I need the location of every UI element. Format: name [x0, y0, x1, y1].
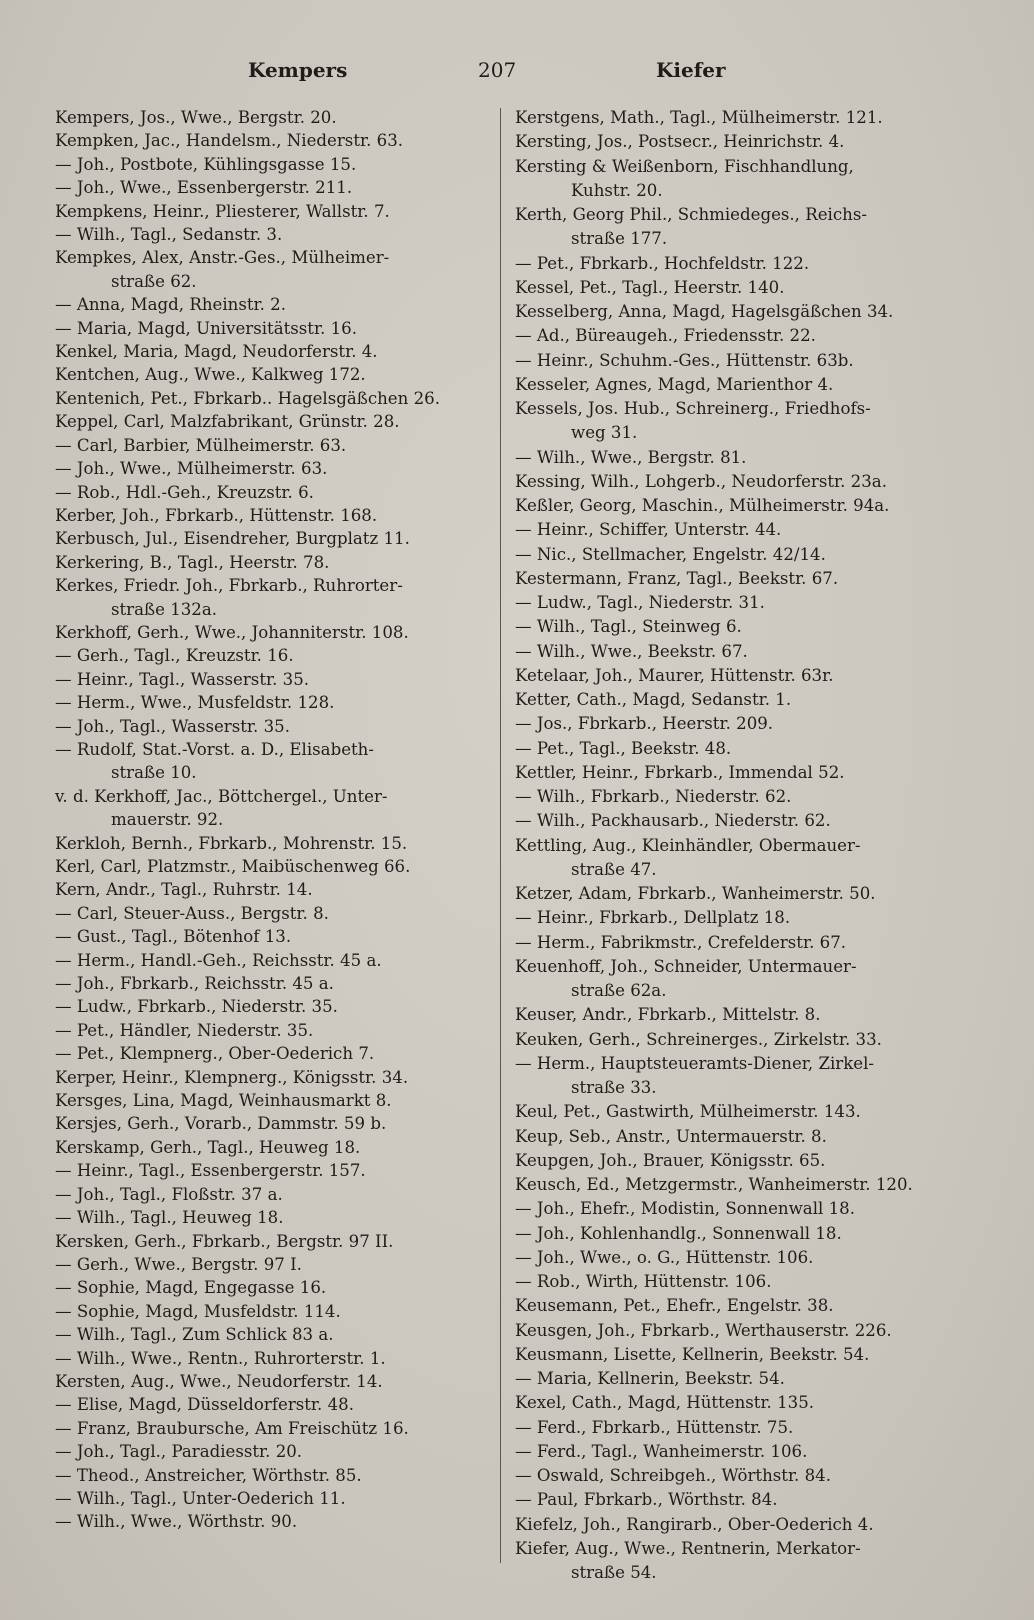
- directory-entry: [55, 527, 485, 550]
- entry-text: Kerskamp, Gerh., Tagl., Heuweg 18.: [55, 1137, 361, 1157]
- entry-text: — Pet., Händler, Niederstr. 35.: [55, 1020, 314, 1040]
- entry-text: — Pet., Fbrkarb., Hochfeldstr. 122.: [515, 253, 810, 273]
- entry-continuation: mauerstr. 92.: [111, 810, 224, 830]
- entry-text: — Joh., Ehefr., Modistin, Sonnenwall 18.: [515, 1199, 855, 1219]
- column-divider: [500, 108, 501, 1563]
- entry-continuation: straße 62a.: [571, 981, 667, 1000]
- directory-entry: [55, 153, 485, 176]
- directory-entry: [55, 738, 485, 785]
- entry-text: — Joh., Kohlenhandlg., Sonnenwall 18.: [515, 1223, 842, 1243]
- entry-text: — Ferd., Fbrkarb., Hüttenstr. 75.: [515, 1417, 794, 1437]
- entry-text: Kesselberg, Anna, Magd, Hagelsgäßchen 34.: [515, 302, 894, 321]
- entry-text: — Heinr., Fbrkarb., Dellplatz 18.: [515, 908, 791, 928]
- entry-text: Kersken, Gerh., Fbrkarb., Bergstr. 97 II.: [55, 1231, 394, 1251]
- entry-text: Kiefelz, Joh., Rangirarb., Ober-Oederich 4.: [515, 1514, 874, 1534]
- directory-entry: [515, 1052, 975, 1101]
- entry-text: — Joh., Fbrkarb., Reichsstr. 45 a.: [55, 974, 334, 994]
- directory-entry: [55, 551, 485, 574]
- entry-text: — Rudolf, Stat.-Vorst. a. D., Elisabeth-: [55, 739, 374, 759]
- directory-entry: [55, 129, 485, 152]
- directory-entry: [55, 621, 485, 644]
- directory-entry: [55, 1510, 485, 1533]
- directory-entry: [55, 902, 485, 925]
- entry-continuation: straße 10.: [111, 763, 197, 783]
- entry-text: Kestermann, Franz, Tagl., Beekstr. 67.: [515, 568, 839, 588]
- entry-text: — Heinr., Schiffer, Unterstr. 44.: [515, 520, 782, 540]
- entry-continuation: straße 177.: [571, 229, 668, 249]
- directory-entry: [515, 906, 975, 930]
- directory-entry: [55, 1112, 485, 1135]
- directory-entry: [55, 691, 485, 714]
- entry-text: — Gerh., Tagl., Kreuzstr. 16.: [55, 646, 294, 666]
- entry-text: — Gust., Tagl., Bötenhof 13.: [55, 927, 292, 947]
- directory-entry: [55, 1206, 485, 1229]
- entry-text: — Heinr., Schuhm.-Ges., Hüttenstr. 63b.: [515, 350, 854, 370]
- entry-text: Kern, Andr., Tagl., Ruhrstr. 14.: [55, 880, 313, 900]
- entry-text: Kiefer, Aug., Wwe., Rentnerin, Merkator-: [515, 1538, 861, 1558]
- directory-entry: [515, 1513, 975, 1537]
- directory-entry: [55, 1253, 485, 1276]
- entry-text: — Wilh., Packhausarb., Niederstr. 62.: [515, 811, 831, 831]
- entry-continuation: straße 47.: [571, 859, 657, 879]
- entry-text: — Herm., Fabrikmstr., Crefelderstr. 67.: [515, 932, 847, 952]
- directory-entry: [55, 1019, 485, 1042]
- directory-entry: [55, 200, 485, 223]
- directory-entry: [55, 995, 485, 1018]
- directory-entry: [515, 882, 975, 906]
- entry-text: Kentenich, Pet., Fbrkarb.. Hagelsgäßchen 26.: [55, 388, 440, 408]
- directory-entry: [515, 276, 975, 300]
- entry-text: — Wilh., Tagl., Heuweg 18.: [55, 1208, 284, 1228]
- entry-text: Kenkel, Maria, Magd, Neudorferstr. 4.: [55, 342, 378, 362]
- entry-text: Keusemann, Pet., Ehefr., Engelstr. 38.: [515, 1296, 834, 1316]
- entry-text: — Herm., Wwe., Musfeldstr. 128.: [55, 693, 335, 713]
- directory-entry: [515, 155, 975, 204]
- entry-text: — Rob., Hdl.-Geh., Kreuzstr. 6.: [55, 482, 314, 502]
- directory-entry: [55, 1440, 485, 1463]
- directory-entry: [515, 809, 975, 833]
- entry-text: Keupgen, Joh., Brauer, Königsstr. 65.: [515, 1150, 826, 1170]
- directory-entry: [515, 324, 975, 348]
- directory-entry: [515, 518, 975, 542]
- entry-text: Kettler, Heinr., Fbrkarb., Immendal 52.: [515, 762, 845, 782]
- entry-text: — Wilh., Wwe., Wörthstr. 90.: [55, 1512, 298, 1532]
- directory-entry: [515, 252, 975, 276]
- entry-text: Keusmann, Lisette, Kellnerin, Beekstr. 54.: [515, 1344, 870, 1364]
- directory-entry: [515, 761, 975, 785]
- entry-text: — Herm., Handl.-Geh., Reichsstr. 45 a.: [55, 950, 382, 970]
- directory-entry: [515, 1537, 975, 1586]
- directory-entry: [515, 130, 975, 154]
- entry-text: Kersting & Weißenborn, Fischhandlung,: [515, 156, 854, 176]
- entry-text: — Wilh., Tagl., Unter-Oederich 11.: [55, 1488, 346, 1508]
- directory-entry: [515, 785, 975, 809]
- entry-text: — Joh., Tagl., Wasserstr. 35.: [55, 716, 290, 736]
- directory-entry: [55, 855, 485, 878]
- directory-entry: [515, 1173, 975, 1197]
- entry-continuation: straße 33.: [571, 1078, 657, 1097]
- directory-entry: [515, 1319, 975, 1343]
- entry-text: — Joh., Wwe., Essenbergerstr. 211.: [55, 178, 353, 198]
- directory-entry: [55, 410, 485, 433]
- directory-entry: [55, 1230, 485, 1253]
- entry-text: — Joh., Postbote, Kühlingsgasse 15.: [55, 154, 357, 174]
- directory-entry: [515, 1270, 975, 1294]
- directory-entry: [55, 387, 485, 410]
- entry-text: — Ludw., Fbrkarb., Niederstr. 35.: [55, 997, 338, 1017]
- entry-text: — Jos., Fbrkarb., Heerstr. 209.: [515, 714, 774, 734]
- entry-text: — Heinr., Tagl., Wasserstr. 35.: [55, 669, 310, 689]
- directory-entry: [515, 1488, 975, 1512]
- entry-text: Kersting, Jos., Postsecr., Heinrichstr. 4.: [515, 132, 845, 152]
- directory-entry: [515, 349, 975, 373]
- directory-entry: [55, 1159, 485, 1182]
- directory-entry: [55, 925, 485, 948]
- entry-text: — Rob., Wirth, Hüttenstr. 106.: [515, 1272, 772, 1291]
- entry-text: — Joh., Wwe., o. G., Hüttenstr. 106.: [515, 1247, 814, 1267]
- directory-entry: [515, 567, 975, 591]
- right-column: [515, 106, 975, 1585]
- directory-entry: [515, 834, 975, 883]
- directory-entry: [55, 1347, 485, 1370]
- directory-entry: [515, 1100, 975, 1124]
- entry-text: — Ad., Büreaugeh., Friedensstr. 22.: [515, 326, 816, 346]
- directory-entry: [515, 1125, 975, 1149]
- entry-continuation: straße 54.: [571, 1563, 657, 1582]
- entry-text: Keul, Pet., Gastwirth, Mülheimerstr. 143.: [515, 1102, 861, 1122]
- directory-entry: [515, 373, 975, 397]
- directory-entry: [55, 1323, 485, 1346]
- directory-entry: [55, 1066, 485, 1089]
- directory-entry: [55, 668, 485, 691]
- entry-text: Kerkering, B., Tagl., Heerstr. 78.: [55, 552, 330, 572]
- directory-entry: [515, 1416, 975, 1440]
- entry-text: — Heinr., Tagl., Essenbergerstr. 157.: [55, 1161, 366, 1181]
- entry-text: — Joh., Tagl., Floßstr. 37 a.: [55, 1184, 283, 1204]
- directory-entry: [515, 494, 975, 518]
- entry-text: — Franz, Braubursche, Am Freischütz 16.: [55, 1418, 409, 1438]
- entry-text: Kettling, Aug., Kleinhändler, Obermauer-: [515, 835, 861, 855]
- directory-entry: [515, 1003, 975, 1027]
- entry-text: Kessels, Jos. Hub., Schreinerg., Friedhofs-: [515, 399, 871, 418]
- directory-entry: [515, 543, 975, 567]
- entry-text: Kersten, Aug., Wwe., Neudorferstr. 14.: [55, 1371, 383, 1391]
- directory-entry: [515, 1294, 975, 1318]
- directory-entry: [515, 737, 975, 761]
- entry-text: — Sophie, Magd, Musfeldstr. 114.: [55, 1301, 341, 1321]
- directory-entry: [55, 785, 485, 832]
- directory-entry: [515, 1197, 975, 1221]
- directory-entry: [515, 931, 975, 955]
- entry-text: Keuken, Gerh., Schreinerges., Zirkelstr. 33.: [515, 1029, 882, 1049]
- directory-entry: [515, 106, 975, 130]
- entry-text: Ketelaar, Joh., Maurer, Hüttenstr. 63r.: [515, 665, 834, 685]
- directory-entry: [55, 1136, 485, 1159]
- directory-entry: [55, 317, 485, 340]
- directory-entry: [515, 203, 975, 252]
- entry-text: — Wilh., Wwe., Bergstr. 81.: [515, 447, 747, 467]
- entry-text: Kentchen, Aug., Wwe., Kalkweg 172.: [55, 365, 366, 385]
- entry-text: Kempkens, Heinr., Pliesterer, Wallstr. 7.: [55, 201, 390, 221]
- entry-text: — Elise, Magd, Düsseldorferstr. 48.: [55, 1395, 354, 1415]
- directory-entry: [515, 712, 975, 736]
- directory-entry: [55, 434, 485, 457]
- directory-entry: [55, 106, 485, 129]
- entry-text: Kerkloh, Bernh., Fbrkarb., Mohrenstr. 15.: [55, 833, 408, 853]
- entry-text: Ketzer, Adam, Fbrkarb., Wanheimerstr. 50.: [515, 884, 876, 903]
- entry-text: Ketter, Cath., Magd, Sedanstr. 1.: [515, 690, 792, 709]
- page-number: 207: [478, 58, 517, 82]
- directory-entry: [515, 397, 975, 446]
- directory-entry: [515, 446, 975, 470]
- directory-entry: [515, 615, 975, 639]
- directory-entry: [55, 457, 485, 480]
- entry-text: Kesseler, Agnes, Magd, Marienthor 4.: [515, 374, 834, 394]
- entry-text: Kerth, Georg Phil., Schmiedeges., Reichs-: [515, 205, 867, 224]
- directory-entry: [55, 1464, 485, 1487]
- directory-entry: [55, 176, 485, 199]
- entry-text: — Ludw., Tagl., Niederstr. 31.: [515, 593, 765, 612]
- entry-text: — Ferd., Tagl., Wanheimerstr. 106.: [515, 1441, 808, 1461]
- entry-text: — Wilh., Fbrkarb., Niederstr. 62.: [515, 787, 792, 806]
- left-column: [55, 106, 485, 1534]
- entry-text: — Carl, Steuer-Auss., Bergstr. 8.: [55, 903, 329, 923]
- entry-text: — Pet., Klempnerg., Ober-Oederich 7.: [55, 1044, 375, 1064]
- directory-entry: [515, 640, 975, 664]
- entry-text: — Oswald, Schreibgeh., Wörthstr. 84.: [515, 1466, 831, 1485]
- entry-text: — Sophie, Magd, Engegasse 16.: [55, 1278, 327, 1298]
- entry-continuation: straße 132a.: [111, 599, 218, 619]
- entry-text: Kessel, Pet., Tagl., Heerstr. 140.: [515, 277, 785, 297]
- entry-text: Kerkhoff, Gerh., Wwe., Johanniterstr. 108.: [55, 622, 409, 642]
- directory-entry: [515, 1343, 975, 1367]
- entry-text: Keppel, Carl, Malzfabrikant, Grünstr. 28.: [55, 412, 400, 432]
- directory-entry: [55, 1417, 485, 1440]
- entry-text: v. d. Kerkhoff, Jac., Böttchergel., Unter-: [55, 786, 388, 806]
- entry-text: — Paul, Fbrkarb., Wörthstr. 84.: [515, 1490, 778, 1510]
- directory-entry: [515, 664, 975, 688]
- directory-entry: [55, 1183, 485, 1206]
- entry-text: — Wilh., Wwe., Beekstr. 67.: [515, 641, 748, 661]
- directory-entry: [515, 1149, 975, 1173]
- directory-entry: [55, 223, 485, 246]
- directory-entry: [55, 1042, 485, 1065]
- entry-text: Kerbusch, Jul., Eisendreher, Burgplatz 11.: [55, 529, 410, 549]
- entry-text: — Wilh., Tagl., Sedanstr. 3.: [55, 225, 283, 245]
- directory-entry: [515, 688, 975, 712]
- entry-text: Kexel, Cath., Magd, Hüttenstr. 135.: [515, 1393, 815, 1413]
- running-head-right: Kiefer: [656, 58, 726, 82]
- entry-continuation: straße 62.: [111, 271, 197, 291]
- entry-text: — Pet., Tagl., Beekstr. 48.: [515, 738, 732, 758]
- directory-entry: [515, 470, 975, 494]
- directory-entry: [515, 1440, 975, 1464]
- directory-entry: [55, 972, 485, 995]
- entry-text: Keßler, Georg, Maschin., Mülheimerstr. 94a.: [515, 496, 890, 515]
- directory-entry: [515, 1222, 975, 1246]
- directory-entry: [515, 955, 975, 1004]
- directory-entry: [55, 644, 485, 667]
- entry-text: — Theod., Anstreicher, Wörthstr. 85.: [55, 1465, 362, 1485]
- entry-text: — Nic., Stellmacher, Engelstr. 42/14.: [515, 544, 826, 564]
- directory-entry: [55, 363, 485, 386]
- directory-entry: [55, 246, 485, 293]
- directory-entry: [515, 300, 975, 324]
- entry-text: — Wilh., Wwe., Rentn., Ruhrorterstr. 1.: [55, 1348, 386, 1368]
- directory-entry: [515, 591, 975, 615]
- entry-text: Keuenhoff, Joh., Schneider, Untermauer-: [515, 956, 857, 976]
- directory-entry: [55, 504, 485, 527]
- entry-text: — Maria, Kellnerin, Beekstr. 54.: [515, 1369, 785, 1388]
- entry-text: — Anna, Magd, Rheinstr. 2.: [55, 295, 287, 315]
- directory-entry: [515, 1246, 975, 1270]
- directory-entry: [55, 1089, 485, 1112]
- entry-text: Kerber, Joh., Fbrkarb., Hüttenstr. 168.: [55, 505, 378, 525]
- entry-text: Keup, Seb., Anstr., Untermauerstr. 8.: [515, 1126, 827, 1146]
- entry-text: — Wilh., Tagl., Zum Schlick 83 a.: [55, 1325, 334, 1345]
- directory-entry: [515, 1367, 975, 1391]
- entry-text: — Joh., Wwe., Mülheimerstr. 63.: [55, 459, 328, 479]
- directory-entry: [55, 949, 485, 972]
- entry-text: Kerkes, Friedr. Joh., Fbrkarb., Ruhrorter-: [55, 576, 403, 596]
- entry-text: — Carl, Barbier, Mülheimerstr. 63.: [55, 435, 347, 455]
- directory-entry: [55, 1276, 485, 1299]
- entry-text: Kersges, Lina, Magd, Weinhausmarkt 8.: [55, 1091, 392, 1111]
- entry-text: Kempers, Jos., Wwe., Bergstr. 20.: [55, 108, 337, 127]
- directory-entry: [515, 1391, 975, 1415]
- directory-entry: [515, 1464, 975, 1488]
- directory-entry: [55, 340, 485, 363]
- entry-continuation: Kuhstr. 20.: [571, 180, 663, 200]
- directory-entry: [55, 481, 485, 504]
- directory-entry: [55, 832, 485, 855]
- entry-text: Kerper, Heinr., Klempnerg., Königsstr. 34.: [55, 1067, 409, 1087]
- entry-text: Kerstgens, Math., Tagl., Mülheimerstr. 121.: [515, 108, 883, 127]
- entry-text: Keusch, Ed., Metzgermstr., Wanheimerstr. 120.: [515, 1175, 913, 1194]
- entry-text: — Wilh., Tagl., Steinweg 6.: [515, 617, 742, 637]
- entry-text: — Herm., Hauptsteueramts-Diener, Zirkel-: [515, 1053, 875, 1073]
- entry-continuation: weg 31.: [571, 423, 638, 443]
- directory-entry: [55, 1300, 485, 1323]
- entry-text: Kessing, Wilh., Lohgerb., Neudorferstr. 23a.: [515, 471, 887, 491]
- directory-entry: [55, 574, 485, 621]
- entry-text: Keusgen, Joh., Fbrkarb., Werthauserstr. 226.: [515, 1320, 892, 1340]
- directory-entry: [55, 1487, 485, 1510]
- entry-text: Keuser, Andr., Fbrkarb., Mittelstr. 8.: [515, 1005, 821, 1025]
- entry-text: Kempkes, Alex, Anstr.-Ges., Mülheimer-: [55, 248, 390, 268]
- directory-entry: [55, 1393, 485, 1416]
- directory-entry: [55, 1370, 485, 1393]
- directory-entry: [55, 878, 485, 901]
- running-head-left: Kempers: [248, 58, 348, 82]
- entry-text: Kerl, Carl, Platzmstr., Maibüschenweg 66.: [55, 857, 411, 876]
- directory-entry: [515, 1028, 975, 1052]
- directory-entry: [55, 715, 485, 738]
- directory-entry: [55, 293, 485, 316]
- entry-text: — Gerh., Wwe., Bergstr. 97 I.: [55, 1254, 302, 1274]
- entry-text: — Joh., Tagl., Paradiesstr. 20.: [55, 1442, 303, 1462]
- entry-text: Kempken, Jac., Handelsm., Niederstr. 63.: [55, 131, 404, 151]
- entry-text: Kersjes, Gerh., Vorarb., Dammstr. 59 b.: [55, 1114, 387, 1134]
- entry-text: — Maria, Magd, Universitätsstr. 16.: [55, 318, 358, 338]
